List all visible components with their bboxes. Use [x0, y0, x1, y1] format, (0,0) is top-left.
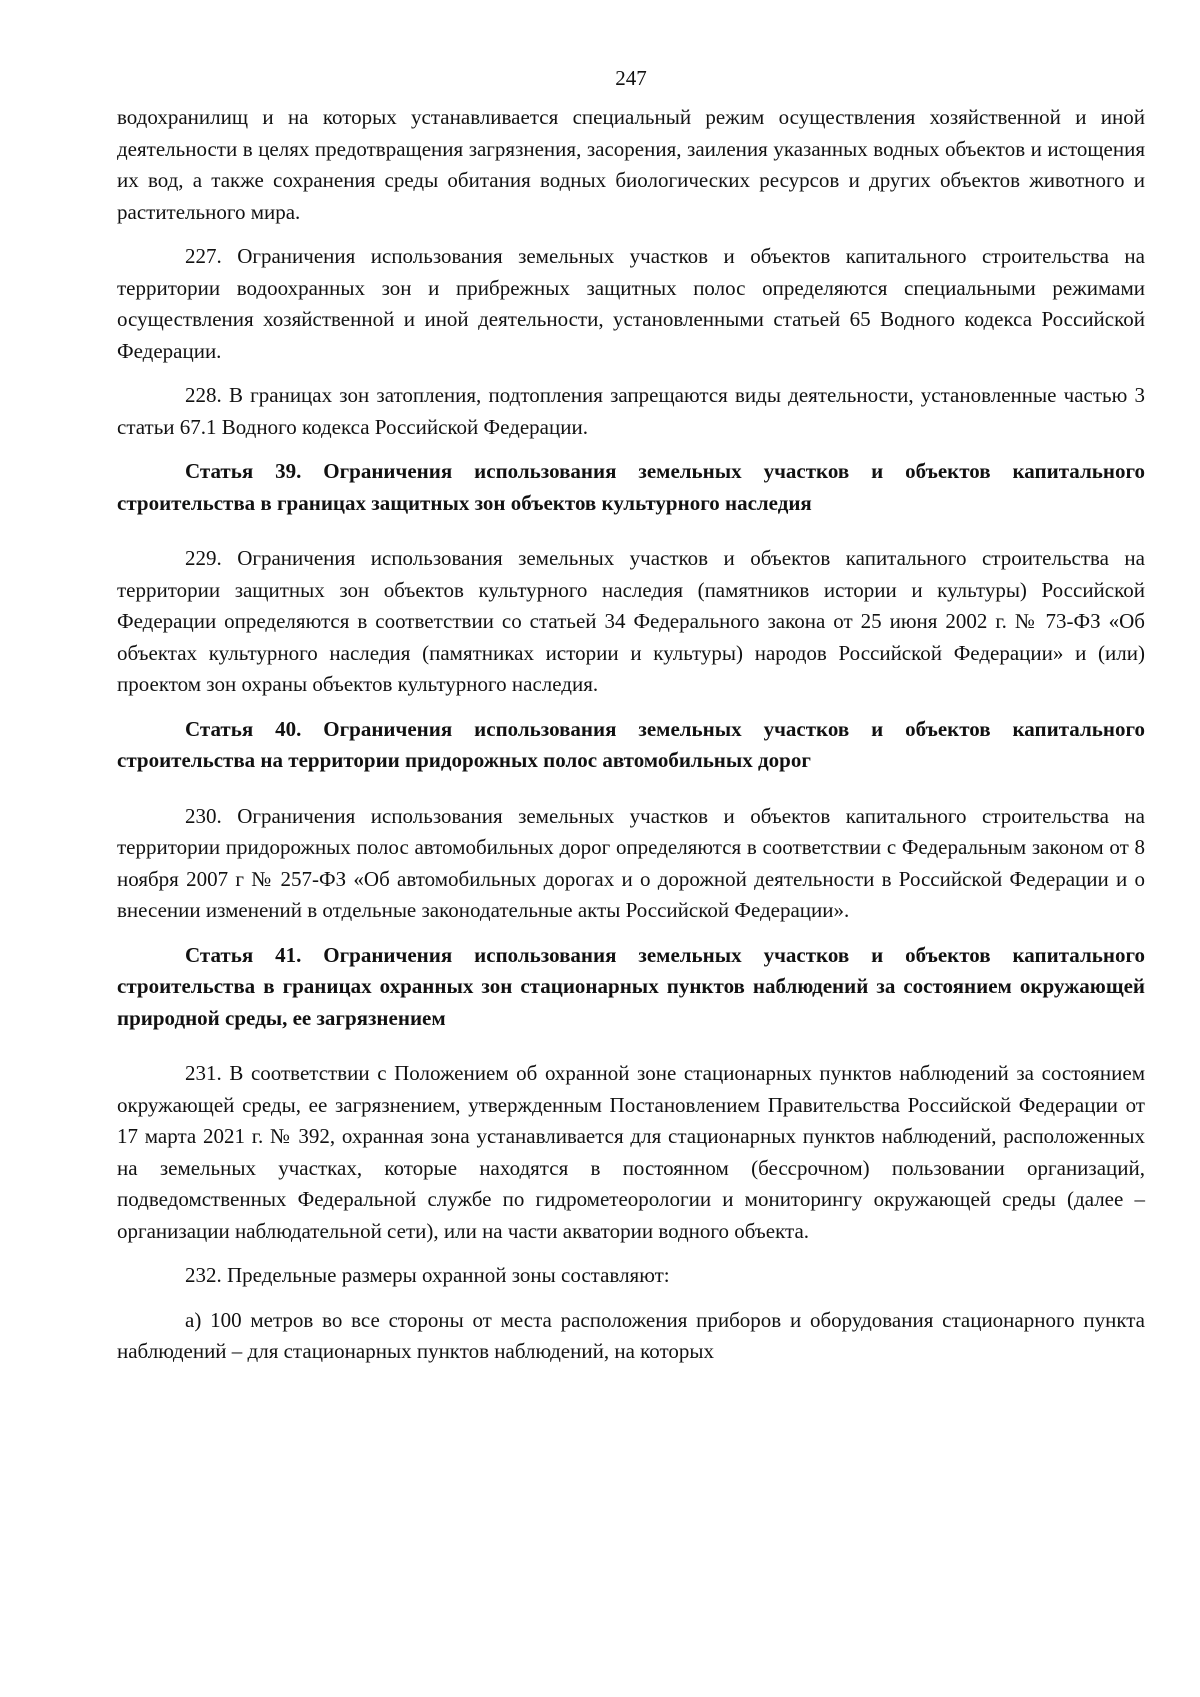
heading-article-40: Статья 40. Ограничения использования земельных участков и объектов капитального строительства на территории придорожных полос автомобильных дорог	[117, 716, 1145, 772]
page-number: 247	[615, 66, 647, 90]
heading-article-39: Статья 39. Ограничения использования земельных участков и объектов капитального строительства в границах защитных зон объектов культурного наследия	[117, 459, 1145, 515]
document-page	[117, 66, 1145, 1381]
paragraph-228: 228. В границах зон затопления, подтопления запрещаются виды деятельности, установленные частью 3 статьи 67.1 Водного кодекса Российской Федерации.	[117, 383, 1145, 439]
heading-article-41: Статья 41. Ограничения использования земельных участков и объектов капитального строительства в границах охранных зон стационарных пунктов наблюдений за состоянием окружающей природной среды, ее загрязнением	[117, 942, 1145, 1030]
paragraph-232-a: а) 100 метров во все стороны от места расположения приборов и оборудования стационарного пункта наблюдений – для стационарных пунктов наблюдений, на которых	[117, 1307, 1145, 1363]
paragraph-231: 231. В соответствии с Положением об охранной зоне стационарных пунктов наблюдений за состоянием окружающей среды, ее загрязнением, утвержденным Постановлением Правительства Российской Федерации от 17 марта 2021 г. № 392, охранная зона устанавливается для стационарных пунктов наблюдений, расположенных на земельных участках, которые находятся в постоянном (бессрочном) пользовании организаций, подведомственных Федеральной службе по гидрометеорологии и мониторингу окружающей среды (далее – организации наблюдательной сети), или на части акватории водного объекта.	[117, 1061, 1145, 1243]
paragraph-continuation: водохранилищ и на которых устанавливается специальный режим осуществления хозяйственной и иной деятельности в целях предотвращения загрязнения, засорения, заиления указанных водных объектов и истощения их вод, а также сохранения среды обитания водных биологических ресурсов и других объектов животного и растительного мира.	[117, 105, 1145, 224]
paragraph-227: 227. Ограничения использования земельных участков и объектов капитального строительства на территории водоохранных зон и прибрежных защитных полос определяются специальными режимами осуществления хозяйственной и иной деятельности, установленными статьей 65 Водного кодекса Российской Федерации.	[117, 244, 1145, 363]
paragraph-229: 229. Ограничения использования земельных участков и объектов капитального строительства на территории защитных зон объектов культурного наследия (памятников истории и культуры) Российской Федерации определяются в соответствии со статьей 34 Федерального закона от 25 июня 2002 г. № 73-ФЗ «Об объектах культурного наследия (памятниках истории и культуры) народов Российской Федерации» и (или) проектом зон охраны объектов культурного наследия.	[117, 546, 1145, 696]
paragraph-230: 230. Ограничения использования земельных участков и объектов капитального строительства на территории придорожных полос автомобильных дорог определяются в соответствии с Федеральным законом от 8 ноября 2007 г № 257-ФЗ «Об автомобильных дорогах и о дорожной деятельности в Российской Федерации и о внесении изменений в отдельные законодательные акты Российской Федерации».	[117, 803, 1145, 922]
paragraph-232: 232. Предельные размеры охранной зоны составляют:	[185, 1263, 670, 1287]
